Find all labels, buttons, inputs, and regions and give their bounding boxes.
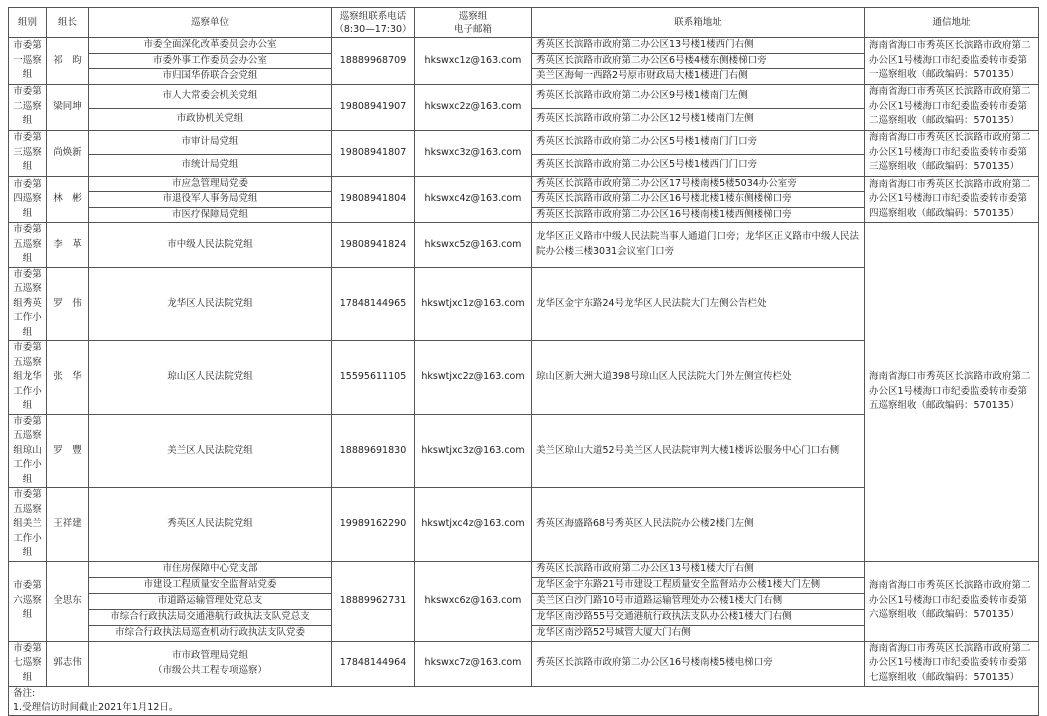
- group-leader: 郭志伟: [47, 641, 89, 686]
- mailbox-cell: 秀英区长滨路市政府第二办公区16号楼南楼1楼西侧楼梯口旁: [532, 207, 865, 223]
- unit-cell: 市建设工程质量安全监督站党委: [89, 577, 332, 593]
- table-row: [9, 130, 1039, 154]
- mailbox-cell: 龙华区正义路市中级人民法院当事人通道门口旁；龙华区正义路市中级人民法院办公楼三楼3031会议室门口旁: [532, 223, 865, 268]
- postal-cell: 海南省海口市秀英区长滨路市政府第二办公区1号楼海口市纪委监委转市委第一巡察组收（邮政编码：570135）: [865, 38, 1039, 85]
- phone-cell: 18889962731: [332, 561, 415, 641]
- header-email-line1: 巡察组: [458, 10, 488, 22]
- group-leader: 罗 豐: [47, 414, 89, 488]
- postal-cell: 海南省海口市秀英区长滨路市政府第二办公区1号楼海口市纪委监委转市委第七巡察组收（邮政编码：570135）: [865, 641, 1039, 686]
- phone-cell: 18889968709: [332, 38, 415, 85]
- inspection-contact-table: [8, 7, 1039, 716]
- header-row: [9, 8, 1039, 38]
- table-row: [9, 38, 1039, 54]
- notes-row: [9, 686, 1039, 715]
- header-group: 组别: [9, 8, 47, 38]
- mailbox-cell: 龙华区金宇东路24号龙华区人民法院大门左侧公告栏处: [532, 267, 865, 341]
- email-link[interactable]: hkswxc1z@163.com: [415, 38, 532, 85]
- notes-title: 备注:: [13, 687, 36, 699]
- table-row: [9, 561, 1039, 577]
- header-mailbox: 联系箱地址: [532, 8, 865, 38]
- group-name: 市委第六巡察组: [9, 561, 47, 641]
- unit-cell: 美兰区人民法院党组: [89, 414, 332, 488]
- header-phone-label: 巡察组联系电话: [339, 10, 407, 22]
- postal-cell: 海南省海口市秀英区长滨路市政府第二办公区1号楼海口市纪委监委转市委第五巡察组收（邮政编码：570135）: [865, 223, 1039, 562]
- inspection-table-wrapper: [8, 7, 1038, 716]
- postal-cell: 海南省海口市秀英区长滨路市政府第二办公区1号楼海口市纪委监委转市委第四巡察组收（邮政编码：570135）: [865, 176, 1039, 223]
- group-name: 市委第五巡察组龙华工作小组: [9, 341, 47, 415]
- mailbox-cell: 美兰区海甸一西路2号原市财政局大楼1楼进门右侧: [532, 69, 865, 85]
- unit-cell: 秀英区人民法院党组: [89, 488, 332, 562]
- group-name: 市委第五巡察组: [9, 223, 47, 268]
- group-name: 市委第五巡察组琼山工作小组: [9, 414, 47, 488]
- group-name: 市委第二巡察组: [9, 84, 47, 130]
- unit-cell: 市政协机关党组: [89, 108, 332, 130]
- unit-cell: 市应急管理局党委: [89, 176, 332, 192]
- unit-cell: 市医疗保障局党组: [89, 207, 332, 223]
- header-email-line2: 电子邮箱: [453, 23, 492, 35]
- table-row: [9, 641, 1039, 686]
- group-leader: 尚焕新: [47, 130, 89, 176]
- group-name: 市委第五巡察组秀英工作小组: [9, 267, 47, 341]
- header-phone-hours: （8:30—17:30）: [334, 23, 412, 35]
- header-units: 巡察单位: [89, 8, 332, 38]
- group-leader: 林 彬: [47, 176, 89, 223]
- header-phone: [332, 8, 415, 38]
- mailbox-cell: 秀英区长滨路市政府第二办公区17号楼南楼5楼5034办公室旁: [532, 176, 865, 192]
- header-postal: 通信地址: [865, 8, 1039, 38]
- header-leader: 组长: [47, 8, 89, 38]
- email-link[interactable]: hkswtjxc1z@163.com: [415, 267, 532, 341]
- mailbox-cell: 秀英区长滨路市政府第二办公区6号楼4楼东侧楼梯口旁: [532, 53, 865, 69]
- group-name: 市委第七巡察组: [9, 641, 47, 686]
- postal-cell: 海南省海口市秀英区长滨路市政府第二办公区1号楼海口市纪委监委转市委第二巡察组收（邮政编码：570135）: [865, 84, 1039, 130]
- mailbox-cell: 美兰区琼山大道52号美兰区人民法院审判大楼1楼诉讼服务中心门口右侧: [532, 414, 865, 488]
- table-row: [9, 176, 1039, 192]
- mailbox-cell: 秀英区长滨路市政府第二办公区13号楼1楼西门右侧: [532, 38, 865, 54]
- table-row: [9, 84, 1039, 108]
- phone-cell: 17848144965: [332, 267, 415, 341]
- phone-cell: 19808941907: [332, 84, 415, 130]
- unit-cell: 琼山区人民法院党组: [89, 341, 332, 415]
- mailbox-cell: 龙华区金宇东路21号市建设工程质量安全监督站办公楼1楼大门左侧: [532, 577, 865, 593]
- mailbox-cell: 秀英区长滨路市政府第二办公区16号楼南楼5楼电梯口旁: [532, 641, 865, 686]
- mailbox-cell: 龙华区南沙路55号交通港航行政执法支队办公楼1楼大门右侧: [532, 609, 865, 625]
- unit-cell: 市道路运输管理处党总支: [89, 593, 332, 609]
- unit-cell: 龙华区人民法院党组: [89, 267, 332, 341]
- unit-cell: 市委外事工作委员会办公室: [89, 53, 332, 69]
- mailbox-cell: 美兰区白沙门路10号市道路运输管理处办公楼1楼大门右侧: [532, 593, 865, 609]
- group-name: 市委第三巡察组: [9, 130, 47, 176]
- unit-cell: 市审计局党组: [89, 130, 332, 154]
- phone-cell: 18889691830: [332, 414, 415, 488]
- email-link[interactable]: hkswtjxc2z@163.com: [415, 341, 532, 415]
- mailbox-cell: 秀英区长滨路市政府第二办公区16号楼北楼1楼东侧楼梯口旁: [532, 192, 865, 208]
- notes-cell: [9, 686, 1039, 715]
- group-name: 市委第五巡察组美兰工作小组: [9, 488, 47, 562]
- phone-cell: 19989162290: [332, 488, 415, 562]
- mailbox-cell: 秀英区海盛路68号秀英区人民法院办公楼2楼门左侧: [532, 488, 865, 562]
- mailbox-cell: 秀英区长滨路市政府第二办公区13号楼1楼大厅右侧: [532, 561, 865, 577]
- mailbox-cell: 秀英区长滨路市政府第二办公区5号楼1楼西门门口旁: [532, 154, 865, 176]
- group-name: 市委第四巡察组: [9, 176, 47, 223]
- group-leader: 王祥建: [47, 488, 89, 562]
- unit-cell: 市委全面深化改革委员会办公室: [89, 38, 332, 54]
- mailbox-cell: 龙华区南沙路52号城管大厦大门右侧: [532, 625, 865, 641]
- mailbox-cell: 秀英区长滨路市政府第二办公区9号楼1楼南门左侧: [532, 84, 865, 108]
- group-name: 市委第一巡察组: [9, 38, 47, 85]
- header-email: [415, 8, 532, 38]
- group-leader: 祁 昀: [47, 38, 89, 85]
- unit-cell: [89, 641, 332, 686]
- unit-cell: 市综合行政执法局交通港航行政执法支队党总支: [89, 609, 332, 625]
- email-link[interactable]: hkswxc4z@163.com: [415, 176, 532, 223]
- mailbox-cell: 秀英区长滨路市政府第二办公区5号楼1楼南门门口旁: [532, 130, 865, 154]
- phone-cell: 19808941804: [332, 176, 415, 223]
- unit-line2: （市级公共工程专项巡察）: [152, 664, 267, 676]
- unit-cell: 市归国华侨联合会党组: [89, 69, 332, 85]
- phone-cell: 17848144964: [332, 641, 415, 686]
- email-link[interactable]: hkswtjxc4z@163.com: [415, 488, 532, 562]
- group-leader: 罗 伟: [47, 267, 89, 341]
- group-leader: 全思东: [47, 561, 89, 641]
- postal-cell: 海南省海口市秀英区长滨路市政府第二办公区1号楼海口市纪委监委转市委第三巡察组收（邮政编码：570135）: [865, 130, 1039, 176]
- table-row: [9, 223, 1039, 268]
- unit-cell: 市综合行政执法局巡查机动行政执法支队党委: [89, 625, 332, 641]
- unit-cell: 市退役军人事务局党组: [89, 192, 332, 208]
- unit-cell: 市人大常委会机关党组: [89, 84, 332, 108]
- postal-cell: 海南省海口市秀英区长滨路市政府第二办公区1号楼海口市纪委监委转市委第六巡察组收（邮政编码：570135）: [865, 561, 1039, 641]
- mailbox-cell: 琼山区新大洲大道398号琼山区人民法院大门外左侧宣传栏处: [532, 341, 865, 415]
- email-link[interactable]: hkswxc6z@163.com: [415, 561, 532, 641]
- email-link[interactable]: hkswxc2z@163.com: [415, 84, 532, 130]
- email-link[interactable]: hkswxc3z@163.com: [415, 130, 532, 176]
- phone-cell: 15595611105: [332, 341, 415, 415]
- phone-cell: 19808941824: [332, 223, 415, 268]
- group-leader: 李 革: [47, 223, 89, 268]
- unit-cell: 市统计局党组: [89, 154, 332, 176]
- email-link[interactable]: hkswxc5z@163.com: [415, 223, 532, 268]
- group-leader: 张 华: [47, 341, 89, 415]
- email-link[interactable]: hkswtjxc3z@163.com: [415, 414, 532, 488]
- notes-line-1: 1.受理信访时间截止2021年1月12日。: [13, 701, 179, 713]
- group-leader: 梁同坤: [47, 84, 89, 130]
- unit-cell: 市住房保障中心党支部: [89, 561, 332, 577]
- unit-line1: 市市政管理局党组: [171, 650, 248, 661]
- mailbox-cell: 秀英区长滨路市政府第二办公区12号楼1楼南门左侧: [532, 108, 865, 130]
- phone-cell: 19808941807: [332, 130, 415, 176]
- unit-cell: 市中级人民法院党组: [89, 223, 332, 268]
- email-link[interactable]: hkswxc7z@163.com: [415, 641, 532, 686]
